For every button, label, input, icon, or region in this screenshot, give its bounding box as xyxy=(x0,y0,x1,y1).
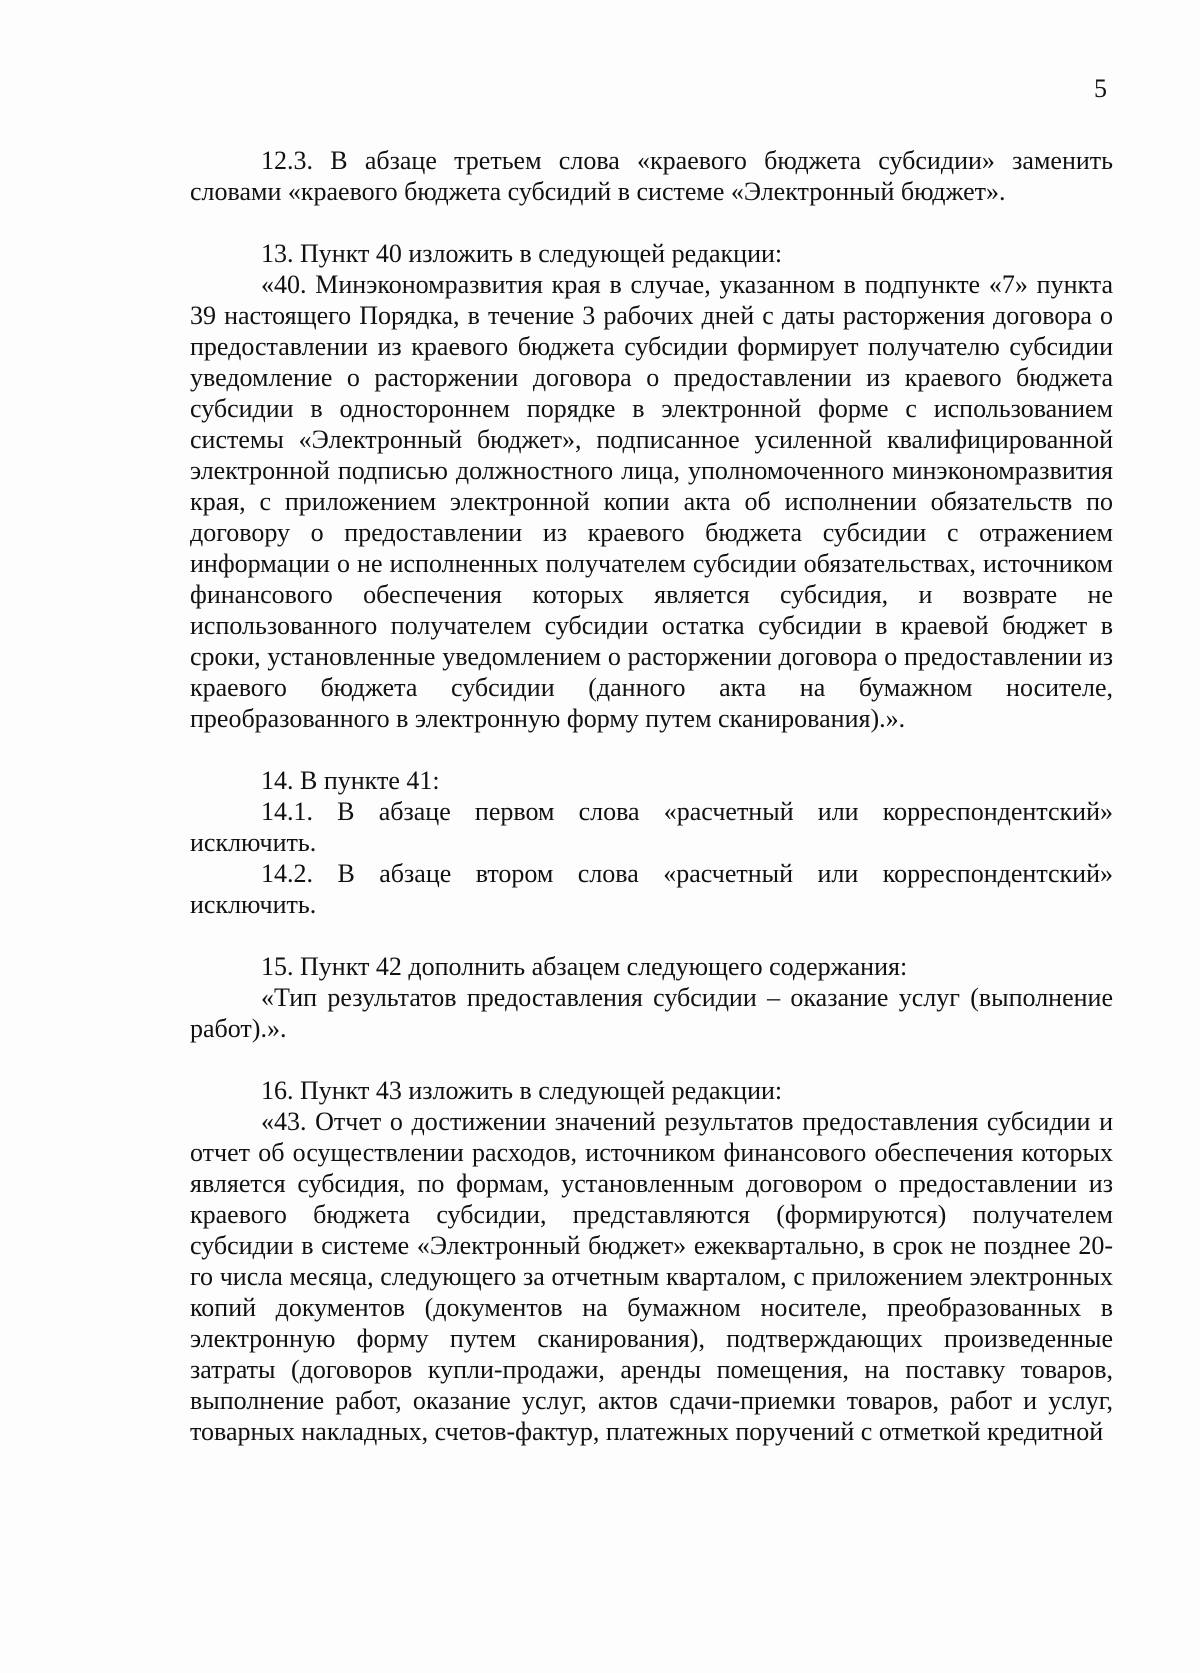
paragraph-15-heading: 15. Пункт 42 дополнить абзацем следующего содержания: xyxy=(261,952,908,981)
paragraph-43-text: «43. Отчет о достижении значений результатов предоставления субсидии и отчет об осуществлении расходов, источником финансового обеспечения которых является субсидия, по формам, установленным договором о предоставлении из краевого бюджета субсидии, представляются (формируются) получателем субсидии в системе «Электронный бюджет» ежеквартально, в срок не позднее 20-го числа месяца, следующего за отчетным кварталом, с приложением электронных копий документов (документов на бумажном носителе, преобразованных в электронную форму путем сканирования), подтверждающих произведенные затраты (договоров купли-продажи, аренды помещения, на поставку товаров, выполнение работ, оказание услуг, актов сдачи-приемки товаров, работ и услуг, товарных накладных, счетов-фактур, платежных поручений с отметкой кредитной xyxy=(190,1107,1113,1446)
paragraph-14-heading: 14. В пункте 41: xyxy=(261,766,440,795)
page-number: 5 xyxy=(1094,74,1107,103)
paragraph-40-text: «40. Минэкономразвития края в случае, указанном в подпункте «7» пункта 39 настоящего Порядка, в течение 3 рабочих дней с даты расторжения договора о предоставлении из краевого бюджета субсидии формирует получателю субсидии уведомление о расторжении договора о предоставлении из краевого бюджета субсидии в одностороннем порядке в электронной форме с использованием системы «Электронный бюджет», подписанное усиленной квалифицированной электронной подписью должностного лица, уполномоченного минэкономразвития края, с приложением электронной копии акта об исполнении обязательств по договору о предоставлении из краевого бюджета субсидии с отражением информации о не исполненных получателем субсидии обязательствах, источником финансового обеспечения которых является субсидия, и возврате не использованного получателем субсидии остатка субсидии в краевой бюджет в сроки, установленные уведомлением о расторжении договора о предоставлении из краевого бюджета субсидии (данного акта на бумажном носителе, преобразованного в электронную форму путем сканирования).». xyxy=(190,270,1113,733)
paragraph-14-1: 14.1. В абзаце первом слова «расчетный или корреспондентский» исключить. xyxy=(190,797,1113,857)
document-body xyxy=(190,145,1113,1447)
paragraph-16-heading: 16. Пункт 43 изложить в следующей редакции: xyxy=(261,1076,783,1105)
paragraph-13-heading: 13. Пункт 40 изложить в следующей редакции: xyxy=(261,239,783,268)
paragraph-12-3: 12.3. В абзаце третьем слова «краевого бюджета субсидии» заменить словами «краевого бюджета субсидий в системе «Электронный бюджет». xyxy=(190,146,1113,206)
paragraph-42-addition: «Тип результатов предоставления субсидии – оказание услуг (выполнение работ).». xyxy=(190,983,1113,1043)
paragraph-14-2: 14.2. В абзаце втором слова «расчетный или корреспондентский» исключить. xyxy=(190,859,1113,919)
